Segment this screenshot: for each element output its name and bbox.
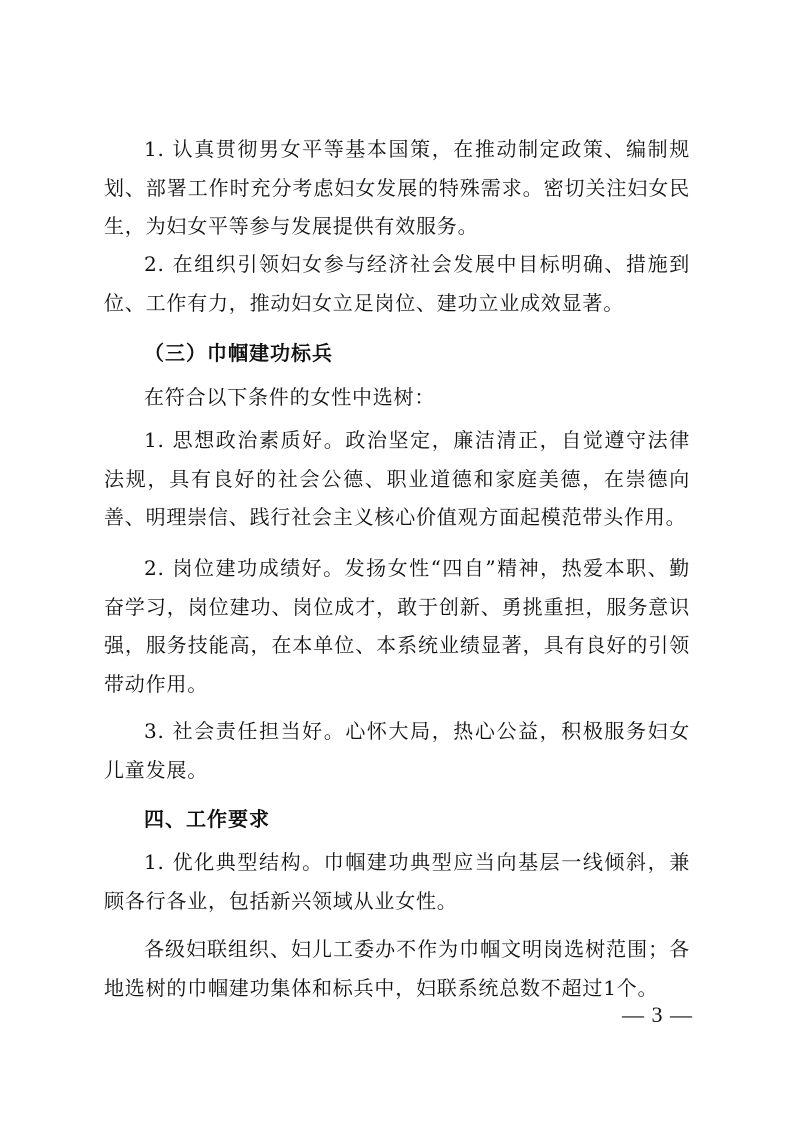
paragraph-selection-intro: 在符合以下条件的女性中选树： [144,385,436,409]
section-heading-work-requirements: 四、工作要求 [144,807,270,831]
subsection-heading-model-workers: （三）巾帼建功标兵 [144,341,333,365]
paragraph-job-performance: 2. 岗位建功成绩好。发扬女性“四自”精神，热爱本职、勤奋学习，岗位建功、岗位成才，敢于创新、勇挑重担，服务意识强，服务技能高，在本单位、本系统业绩显著，具有良好的引领带动作用。 [104,556,690,696]
paragraph-optimize-structure: 1. 优化典型结构。巾帼建功典型应当向基层一线倾斜，兼顾各行各业，包括新兴领域从业女性。 [104,850,690,913]
page-number: — 3 — [622,1002,693,1027]
paragraph-social-responsibility: 3. 社会责任担当好。心怀大局，热心公益，积极服务妇女儿童发展。 [104,719,690,782]
paragraph-political-quality: 1. 思想政治素质好。政治坚定，廉洁清正，自觉遵守法律法规，具有良好的社会公德、职业道德和家庭美德，在崇德向善、明理崇信、践行社会主义核心价值观方面起模范带头作用。 [104,428,690,529]
paragraph-policy-consideration: 1. 认真贯彻男女平等基本国策，在推动制定政策、编制规划、部署工作时充分考虑妇女发展的特殊需求。密切关注妇女民生，为妇女平等参与发展提供有效服务。 [104,137,690,238]
paragraph-selection-scope: 各级妇联组织、妇儿工委办不作为巾帼文明岗选树范围；各地选树的巾帼建功集体和标兵中，妇联系统总数不超过1个。 [104,937,690,1000]
paragraph-economic-participation: 2. 在组织引领妇女参与经济社会发展中目标明确、措施到位、工作有力，推动妇女立足岗位、建功立业成效显著。 [104,252,690,315]
